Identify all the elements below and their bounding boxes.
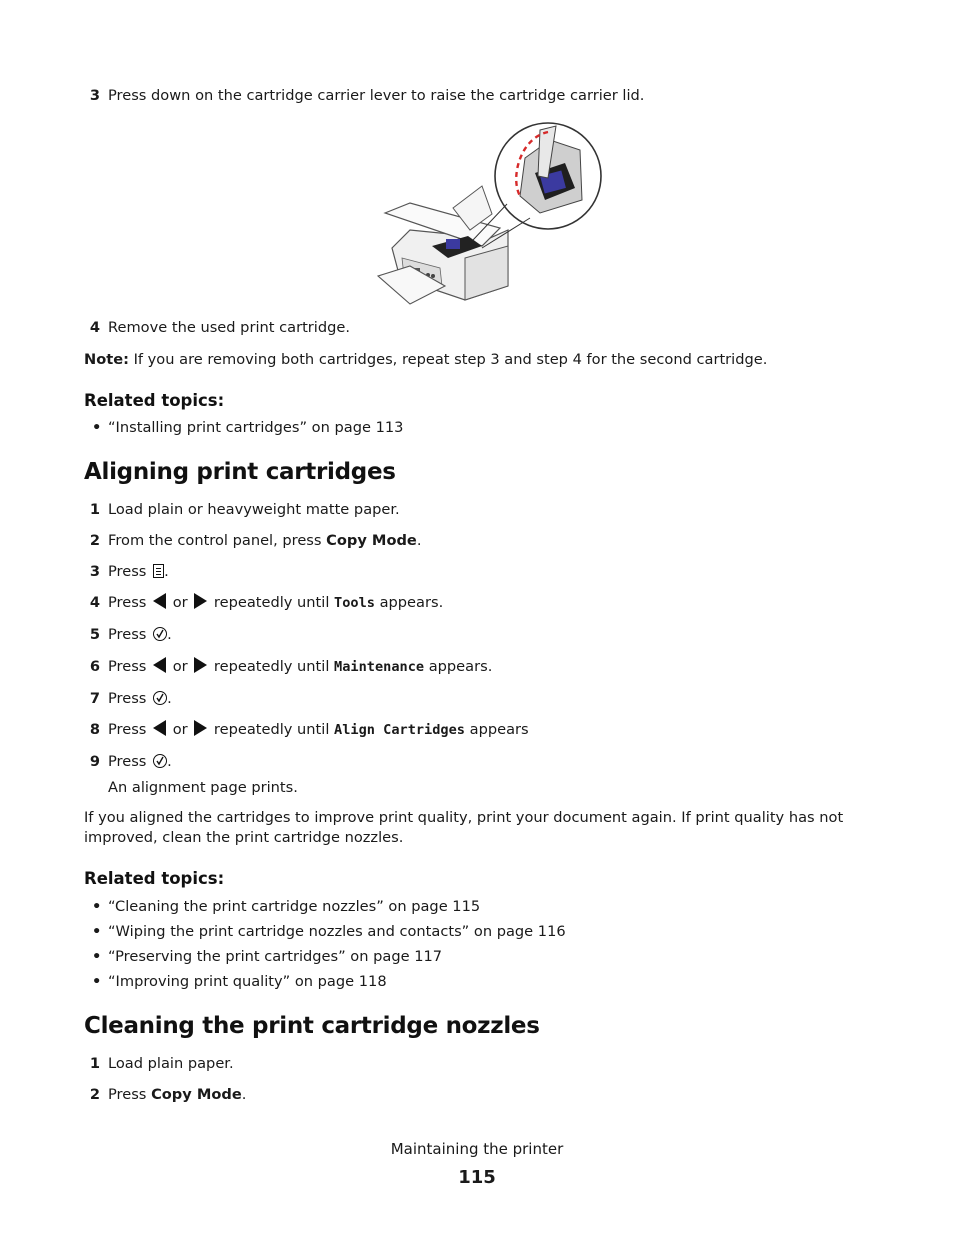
align-step-6: [84, 657, 492, 677]
related-topic-link[interactable]: [92, 922, 566, 942]
menu-option-code: Align Cartridges: [334, 722, 465, 738]
section-title-aligning: Aligning print cartridges: [84, 459, 396, 485]
step-text-end: .: [167, 626, 172, 643]
right-arrow-icon: [194, 657, 207, 673]
copy-mode-label: Copy Mode: [151, 1086, 242, 1103]
step-number: 6: [89, 658, 100, 675]
link-text: “Cleaning the print cartridge nozzles” on page 115: [108, 898, 481, 915]
related-topics-heading: Related topics:: [84, 869, 225, 888]
menu-icon: [153, 564, 164, 578]
step-3-raise-lid: [84, 86, 644, 106]
related-topic-link[interactable]: [92, 897, 480, 917]
step-number: 2: [89, 532, 100, 549]
align-step-9: [84, 752, 172, 772]
clean-step-1: [84, 1054, 234, 1074]
link-text: “Preserving the print cartridges” on page 117: [108, 948, 443, 965]
step-number: 8: [89, 721, 100, 738]
copy-mode-label: Copy Mode: [326, 532, 417, 549]
step-text-end: .: [416, 532, 422, 549]
step-text: Press: [108, 594, 152, 611]
step-text: Load plain or heavyweight matte paper.: [108, 501, 400, 518]
step-number: 4: [89, 319, 100, 336]
step-text-end: appears: [464, 721, 529, 738]
related-topic-link[interactable]: [92, 972, 387, 992]
menu-option-code: Tools: [334, 595, 375, 611]
align-step-7: [84, 689, 172, 709]
clean-step-2: [84, 1085, 246, 1105]
footer-chapter-title: Maintaining the printer: [390, 1140, 564, 1158]
bullet-icon: •: [92, 973, 102, 990]
align-step-8: [84, 720, 529, 740]
checkmark-select-icon: [153, 691, 167, 705]
step-number: 1: [89, 1055, 100, 1072]
or-text: or: [168, 594, 193, 611]
printer-illustration: [370, 118, 610, 308]
related-topic-link[interactable]: [92, 947, 442, 967]
align-step-4: [84, 593, 443, 613]
bullet-icon: •: [92, 948, 102, 965]
or-text: or: [168, 658, 193, 675]
or-text: or: [168, 721, 193, 738]
align-step-3: [84, 562, 169, 582]
right-arrow-icon: [194, 720, 207, 736]
step-number: 3: [89, 87, 100, 104]
step-text-end: appears.: [374, 594, 444, 611]
step-text: Press: [108, 563, 152, 580]
step-text-end: .: [241, 1086, 247, 1103]
step-text: Press: [108, 721, 152, 738]
step-text-mid: repeatedly until: [209, 721, 335, 738]
checkmark-select-icon: [153, 754, 167, 768]
step-9-result: An alignment page prints.: [108, 779, 298, 796]
step-4-remove-cartridge: [84, 318, 350, 338]
note-label: Note:: [84, 351, 129, 368]
step-text: From the control panel, press: [108, 532, 327, 549]
link-text: “Improving print quality” on page 118: [108, 973, 387, 990]
related-topic-link[interactable]: [92, 418, 403, 438]
related-topics-heading: Related topics:: [84, 391, 225, 410]
align-paragraph: If you aligned the cartridges to improve print quality, print your document again. If print quality has not improved, clean the print cartridge nozzles.: [84, 809, 844, 846]
step-text: Press: [108, 753, 152, 770]
note-text: If you are removing both cartridges, repeat step 3 and step 4 for the second cartridge.: [128, 351, 768, 368]
step-text: Press down on the cartridge carrier lever to raise the cartridge carrier lid.: [108, 87, 645, 104]
bullet-icon: •: [92, 923, 102, 940]
bullet-icon: •: [92, 898, 102, 915]
note-paragraph: [84, 350, 884, 370]
step-number: 5: [89, 626, 100, 643]
page-number: 115: [458, 1167, 496, 1188]
step-text: Press: [108, 658, 152, 675]
left-arrow-icon: [153, 657, 166, 673]
step-number: 2: [89, 1086, 100, 1103]
left-arrow-icon: [153, 593, 166, 609]
step-text: Press: [108, 690, 152, 707]
step-text-mid: repeatedly until: [209, 594, 335, 611]
step-number: 1: [89, 501, 100, 518]
align-step-2: [84, 531, 421, 551]
step-number: 9: [89, 753, 100, 770]
step-text: Press: [108, 1086, 152, 1103]
left-arrow-icon: [153, 720, 166, 736]
step-number: 3: [89, 563, 100, 580]
menu-option-code: Maintenance: [334, 659, 425, 675]
step-text-end: .: [164, 563, 169, 580]
section-title-cleaning: Cleaning the print cartridge nozzles: [84, 1013, 540, 1039]
step-text: Remove the used print cartridge.: [108, 319, 351, 336]
right-arrow-icon: [194, 593, 207, 609]
step-text-end: appears.: [424, 658, 493, 675]
step-text-mid: repeatedly until: [209, 658, 335, 675]
bullet-icon: •: [92, 419, 102, 436]
step-number: 7: [89, 690, 100, 707]
link-text: “Installing print cartridges” on page 113: [108, 419, 404, 436]
checkmark-select-icon: [153, 627, 167, 641]
step-text: Press: [108, 626, 152, 643]
step-text-end: .: [167, 690, 172, 707]
step-number: 4: [89, 594, 100, 611]
step-text: Load plain paper.: [108, 1055, 234, 1072]
step-text-end: .: [167, 753, 172, 770]
align-step-5: [84, 625, 172, 645]
align-step-1: [84, 500, 400, 520]
link-text: “Wiping the print cartridge nozzles and contacts” on page 116: [108, 923, 566, 940]
